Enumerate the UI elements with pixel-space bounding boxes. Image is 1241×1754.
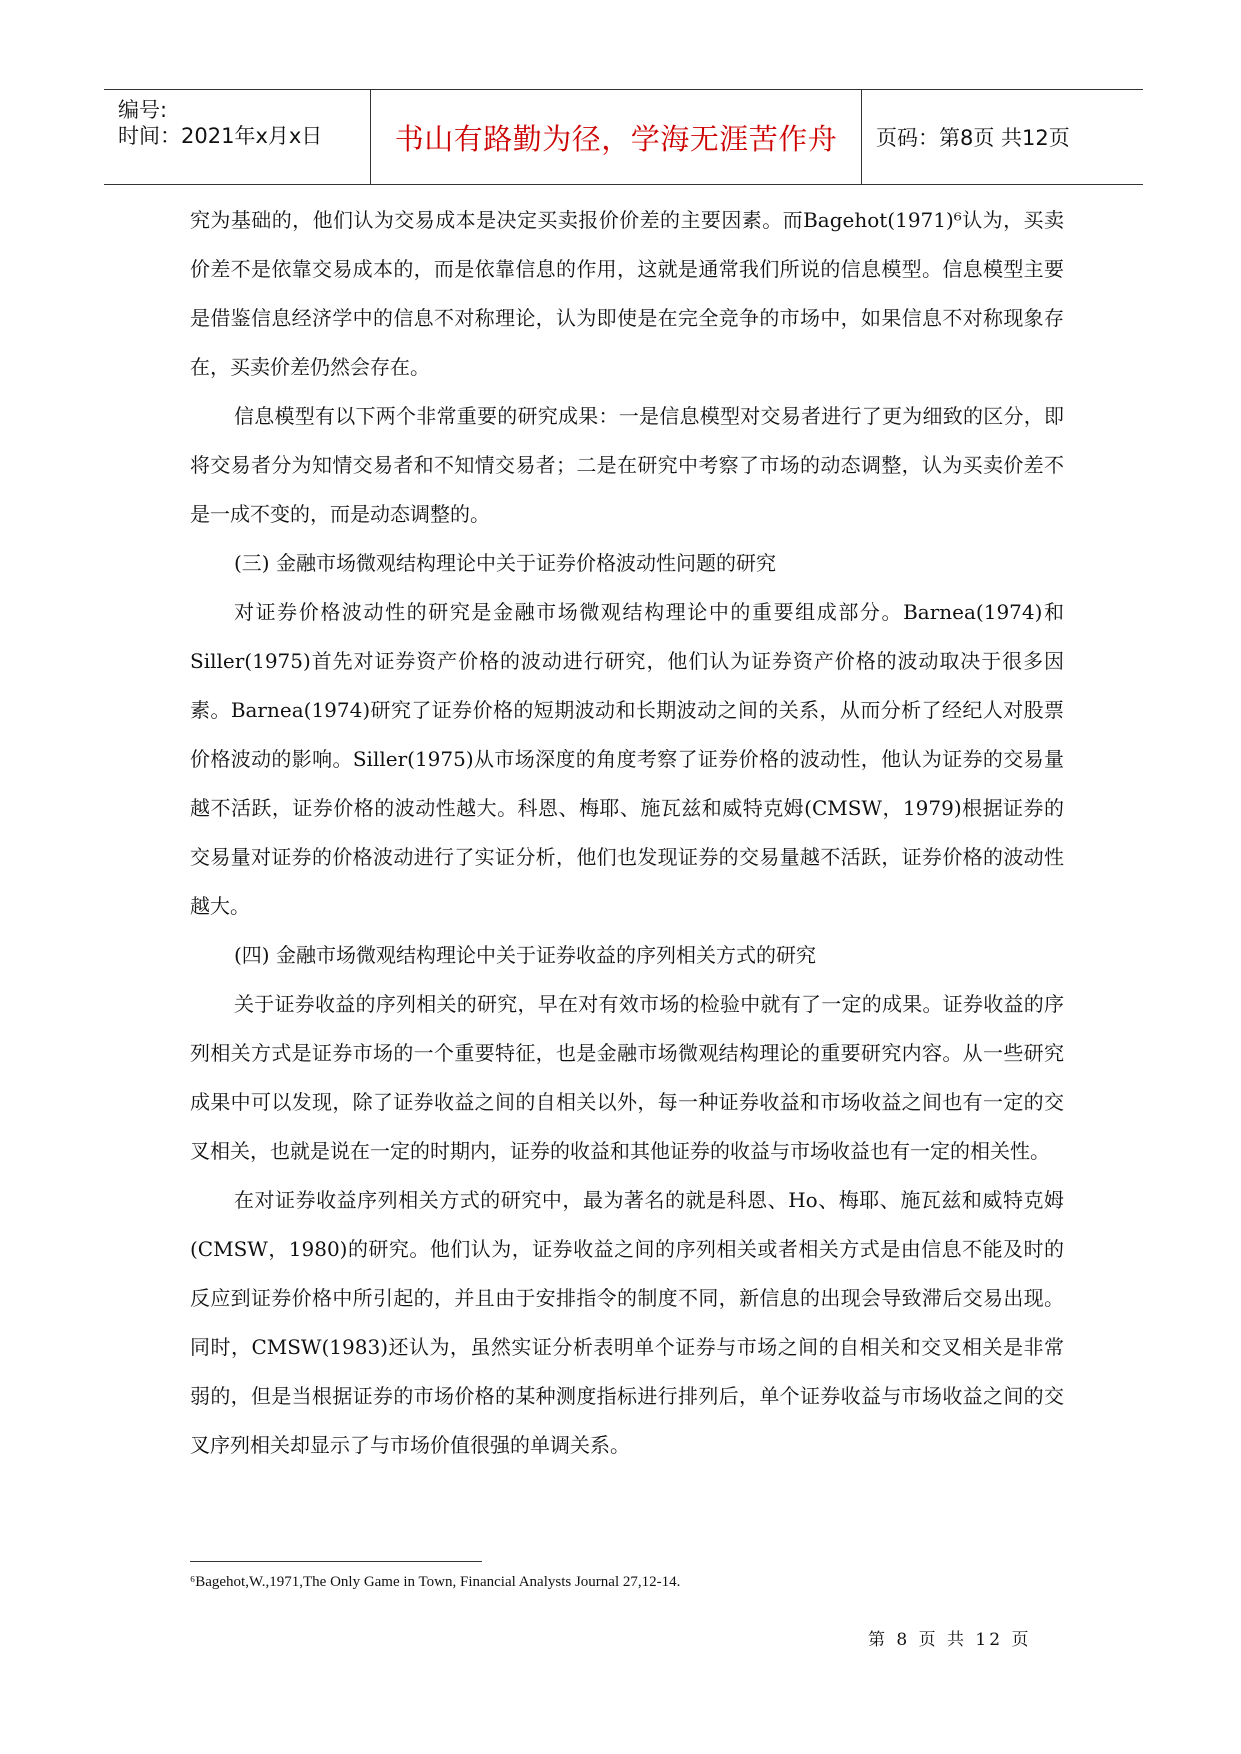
page-header bbox=[104, 89, 1143, 185]
paragraph: 究为基础的，他们认为交易成本是决定买卖报价价差的主要因素。而Bagehot(1971)⁶认为，买卖价差不是依靠交易成本的，而是依靠信息的作用，这就是通常我们所说的信息模型。信息模型主要是借鉴信息经济学中的信息不对称理论，认为即使是在完全竞争的市场中，如果信息不对称现象存在，买卖价差仍然会存在。 bbox=[190, 208, 1064, 379]
time-label: 时间：2021年x月x日 bbox=[118, 124, 323, 148]
section-heading: (四) 金融市场微观结构理论中关于证券收益的序列相关方式的研究 bbox=[234, 943, 816, 967]
header-left-cell bbox=[104, 90, 371, 184]
paragraph: 信息模型有以下两个非常重要的研究成果：一是信息模型对交易者进行了更为细致的区分，即将交易者分为知情交易者和不知情交易者；二是在研究中考察了市场的动态调整，认为买卖价差不是一成不变的，而是动态调整的。 bbox=[190, 404, 1064, 526]
footnote: ⁶Bagehot,W.,1971,The Only Game in Town, Financial Analysts Journal 27,12-14. bbox=[190, 1574, 681, 1590]
number-label: 编号: bbox=[118, 98, 168, 122]
paragraph: 对证券价格波动性的研究是金融市场微观结构理论中的重要组成部分。Barnea(1974)和Siller(1975)首先对证券资产价格的波动进行研究，他们认为证券资产价格的波动取决于很多因素。Barnea(1974)研究了证券价格的短期波动和长期波动之间的关系，从而分析了经纪人对股票价格波动的影响。Siller(1975)从市场深度的角度考察了证券价格的波动性，他认为证券的交易量越不活跃，证券价格的波动性越大。科恩、梅耶、施瓦兹和威特克姆(CMSW，1979)根据证券的交易量对证券的价格波动进行了实证分析，他们也发现证券的交易量越不活跃，证券价格的波动性越大。 bbox=[190, 600, 1064, 918]
header-right-cell bbox=[862, 90, 1143, 184]
section-heading: (三) 金融市场微观结构理论中关于证券价格波动性问题的研究 bbox=[234, 551, 776, 575]
document-body bbox=[190, 196, 1064, 1470]
header-center-cell bbox=[371, 90, 862, 184]
footnote-separator bbox=[190, 1561, 482, 1562]
paragraph: 在对证券收益序列相关方式的研究中，最为著名的就是科恩、Ho、梅耶、施瓦兹和威特克姆(CMSW，1980)的研究。他们认为，证券收益之间的序列相关或者相关方式是由信息不能及时的反应到证券价格中所引起的，并且由于安排指令的制度不同，新信息的出现会导致滞后交易出现。同时，CMSW(1983)还认为，虽然实证分析表明单个证券与市场之间的自相关和交叉相关是非常弱的，但是当根据证券的市场价格的某种测度指标进行排列后，单个证券收益与市场收益之间的交叉序列相关却显示了与市场价值很强的单调关系。 bbox=[190, 1188, 1064, 1457]
page-label: 页码：第8页 共12页 bbox=[876, 126, 1070, 150]
motto-text: 书山有路勤为径，学海无涯苦作舟 bbox=[394, 121, 838, 156]
paragraph: 关于证券收益的序列相关的研究，早在对有效市场的检验中就有了一定的成果。证券收益的序列相关方式是证券市场的一个重要特征，也是金融市场微观结构理论的重要研究内容。从一些研究成果中可以发现，除了证券收益之间的自相关以外，每一种证券收益和市场收益之间也有一定的交叉相关，也就是说在一定的时期内，证券的收益和其他证券的收益与市场收益也有一定的相关性。 bbox=[190, 992, 1064, 1163]
page-footer: 第 8 页 共 12 页 bbox=[868, 1630, 1032, 1650]
